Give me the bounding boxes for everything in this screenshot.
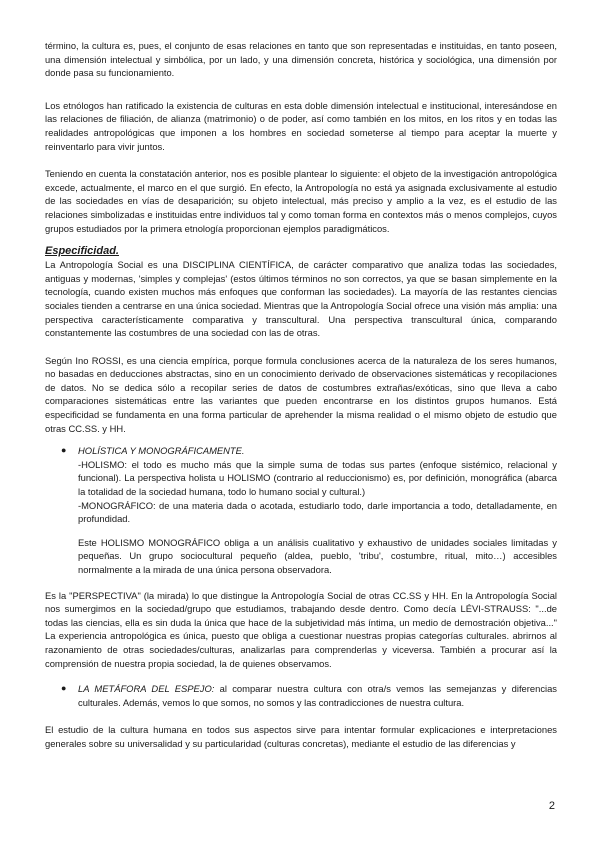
holism-monographic-paragraph: Este HOLISMO MONOGRÁFICO obliga a un análisis cualitativo y exhaustivo de unidades sociales limitadas y pequeñas. Un grupo sociocultural pequeño (aldea, pueblo, 'tribu', costumbre, ritual, mito…) accesibles normalmente a la mirada de una única persona observadora. [78,536,557,575]
paragraph-cultural-study: El estudio de la cultura humana en todos sus aspectos sirve para intentar formular explicaciones e interpretaciones generales sobre su universalidad y su particularidad (culturas concretas), mediante el estudio de las diferencias y [45,724,557,749]
mirror-metaphor-text: al comparar nuestra cultura con otra/s vemos las semejanzas y diferencias culturales. Además, vemos lo que somos, no somos y las contradicciones de nuestra cultura. [78,683,557,708]
paragraph-ethnologists: Los etnólogos han ratificado la existencia de culturas en esta doble dimensión intelectual e institucional, interesándose en las relaciones de filiación, de alianza (matrimonio) o de poder, así como también en los mitos, en los ritos y en todas las realidades antropológicas que imponen a los hombres en sociedad someterse al tiempo para aceptar la muerte y reinventarlo para vivir juntos. [45,99,557,152]
mirror-metaphor-heading: LA METÁFORA DEL ESPEJO: [78,683,215,695]
paragraph-rossi: Según Ino ROSSI, es una ciencia empírica, porque formula conclusiones acerca de la naturaleza de los seres humanos, no basadas en deducciones abstractas, sino en un conocimiento derivado de observaciones sistemáticas y recopilaciones de datos. No se dedica sólo a recopilar series de datos de costumbres extrañas/exóticas, sino que lleva a cabo comparaciones sistemáticas entre las variantes que pueden encontrarse en los distintos grupos humanos. Está especificidad se fundamenta en una forma particular de aprehender la misma realidad o el mismo objeto de estudio que otras CC.SS. y HH. [45,354,557,434]
holism-definition: -HOLISMO: el todo es mucho más que la simple suma de todas sus partes (enfoque sistémico, relacional y funcional). La perspectiva holista u HOLISMO (contrario al reduccionismo) es, por definición, monográfica (abarca la totalidad de la sociedad humana, todo lo humano social y cultural.) [78,458,557,498]
paragraph-research-object: Teniendo en cuenta la constatación anterior, nos es posible plantear lo siguiente: el objeto de la investigación antropológica excede, actualmente, el marco en el que surgió. En efecto, la Antropología no está ya asignada exclusivamente al estudio de las sociedades en vías de desaparición; su objeto intelectual, más preciso y amplio a la vez, es el estudio de las relaciones simbolizadas e instituidas entre individuos tal y como toman forma en contextos más o menos complejos, cuyos grupos estudiados por la primera etnología proporcionan ejemplos paradigmáticos. [45,168,557,234]
section-heading-specificity: Especificidad. [45,245,119,258]
bullet-mirror-metaphor [45,682,557,709]
paragraph-scientific-discipline: La Antropología Social es una DISCIPLINA CIENTÍFICA, de carácter comparativo que analiza todas las sociedades, antiguas y modernas, 'simples y complejas' (estos últimos términos no son correctos, ya que se basan simplemente en la tecnología, cuando existen muchos más enfoques que conforman las sociedades). La mayoría de las restantes ciencias sociales tienden a centrarse en una única sociedad. Mientras que la Antropología Social ofrece una visión más amplia: una perspectiva característicamente comparativa y transcultural. Una perspectiva transcultural única, comparando constantemente las costumbres de una sociedad con las de otras. [45,259,557,339]
bullet-dot: ● [61,683,67,694]
paragraph-perspective: Es la "PERSPECTIVA" (la mirada) lo que distingue la Antropología Social de otras CC.SS y HH. En la Antropología Social nos sumergimos en la sociedad/grupo que estudiamos, trabajando desde dentro. Como decía LÉVI-STRAUSS: "...de todas las ciencias, ella es sin duda la única que hace de la subjetividad más íntima, un medio de demostración objetiva..." La experiencia antropológica es única, puesto que obliga a cuestionar nuestras propias categorías culturales. abrirnos al razonamiento de otras sociedades/culturas, analizarlas para comprenderlas y viceversa. También a procurar así la comprensión de nuestra propia sociedad, la de quienes observamos. [45,589,557,669]
bullet-holistic [45,444,557,576]
page-number: 2 [548,800,555,812]
document-page [45,40,557,760]
bullet-holistic-heading: HOLÍSTICA Y MONOGRÁFICAMENTE. [78,445,245,457]
bullet-dot: ● [61,445,67,456]
monographic-definition: -MONOGRÁFICO: de una materia dada o acotada, estudiarlo todo, darle importancia a todo, detalladamente, en profundidad. [78,499,557,525]
paragraph-culture-definition: término, la cultura es, pues, el conjunto de esas relaciones en tanto que son representadas e instituidas, en tanto poseen, una dimensión intelectual y simbólica, por un lado, y una dimensión concreta, histórica y sociológica, una dimensión por donde pasa su funcionamiento. [45,41,557,79]
